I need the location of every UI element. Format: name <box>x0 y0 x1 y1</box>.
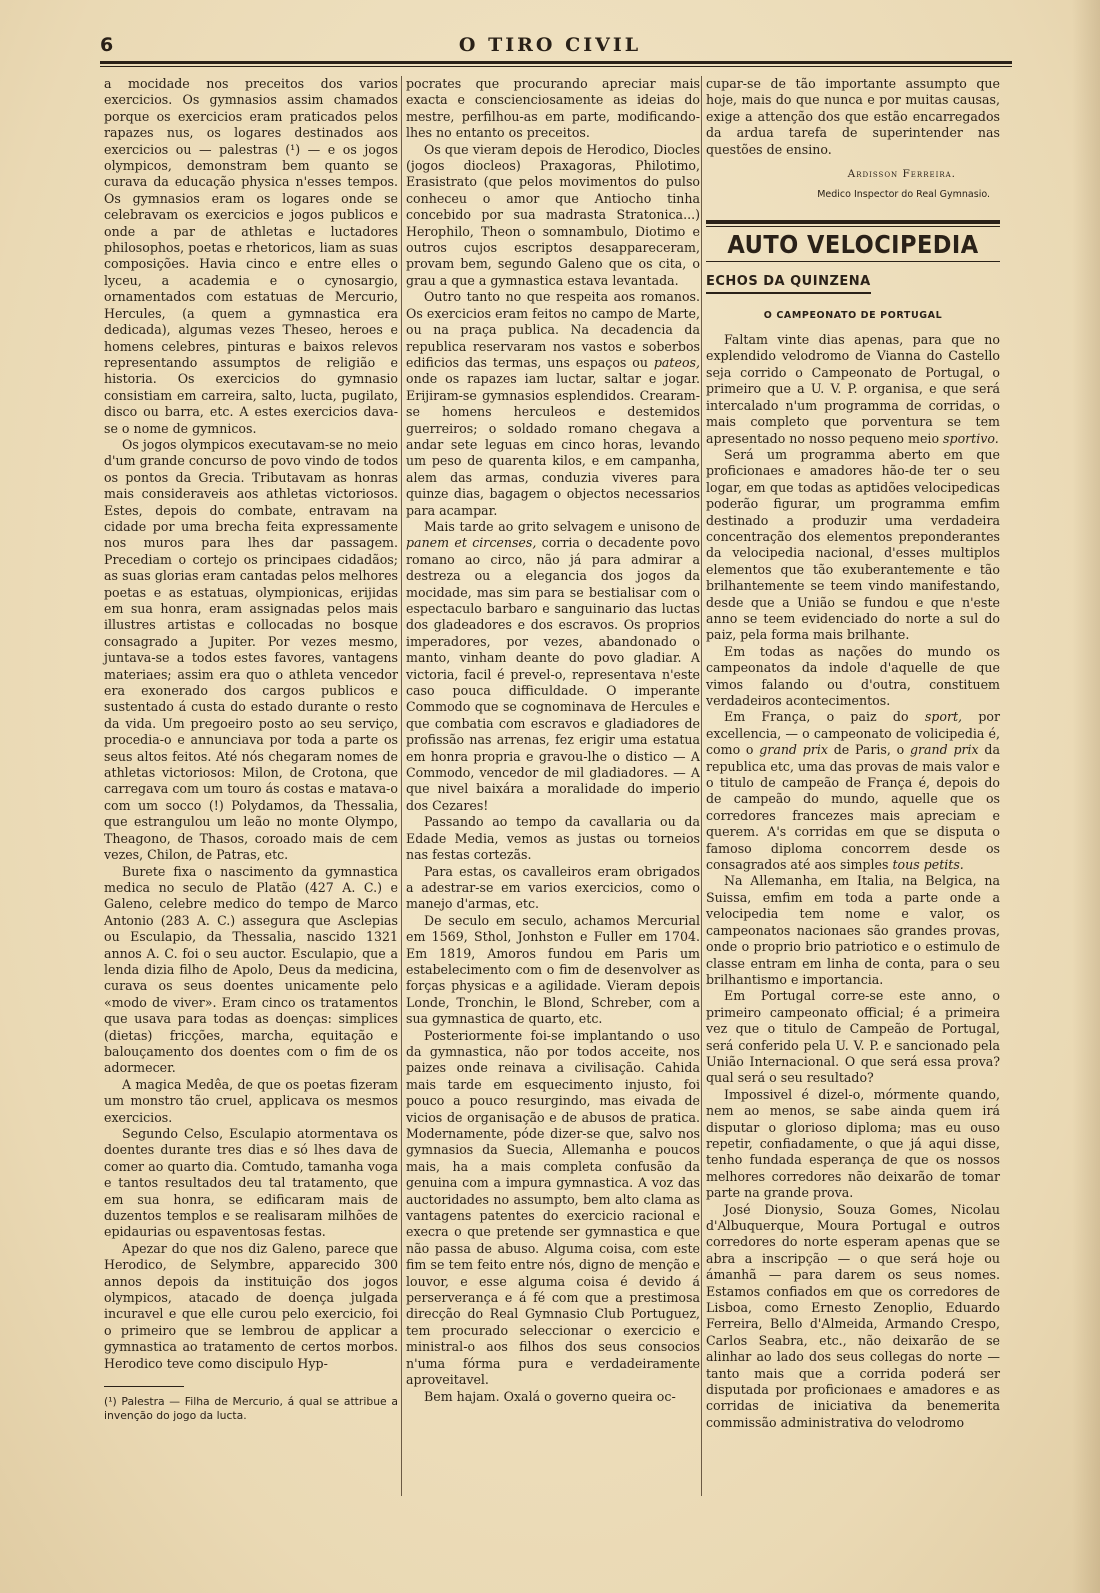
page-edge-shadow <box>1072 0 1100 1593</box>
paragraph: Para estas, os cavalleiros eram obrigados a adestrar-se em varios exercicios, como o manejo d'armas, etc. <box>406 863 700 912</box>
section-title: AUTO VELOCIPEDIA <box>727 229 979 259</box>
paragraph: Os que vieram depois de Herodico, Diocles (jogos diocleos) Praxagoras, Philotimo, Erasistrato (que pelos movimentos do pulso conheceu o amor que Antiocho tinha concebido por sua madrasta Stratonica...) Herophilo, Theon o somnambulo, Diotimo e outros cujos escriptos desappareceram, provam bem, segundo Galeno que os cita, o grau a que a gymnastica estava levantada. <box>406 141 700 288</box>
text-run: Outro tanto no que respeita aos romanos. Os exercicios eram feitos no campo de Marte, ou na praça publica. Na decadencia da republica reservaram nos vastos e soberbos edificios das termas, uns espaços ou <box>406 289 700 370</box>
column-1 <box>104 76 398 1423</box>
footnote: (¹) Palestra — Filha de Mercurio, á qual se attribue a invenção do jogo da lucta. <box>104 1395 398 1423</box>
text-run: corria o decadente povo romano ao circo, não já para admirar a destreza ou a elegancia dos jogos da mocidade, mas sim para se bestialisar com o espectaculo barbaro e sanguinario das luctas dos gladeadores e dos escravos. Os proprios imperadores, por vezes, abandonado o manto, vinham deante do povo gladiar. A victoria, facil é prevel-o, representava n'este caso pouca difficuldade. O imperante Commodo que se cognominava de Hercules e que combatia com escravos e gladiadores de profissão nas arrenas, fez erigir uma estatua em honra propria e gravou-lhe o distico — A Commodo, vencedor de mil gladiadores. — A que nivel baixára a moralidade do imperio dos Cezares! <box>406 535 700 813</box>
paragraph: cupar-se de tão importante assumpto que hoje, mais do que nunca e por muitas causas, exige a attenção dos que estão encarregados da ardua tarefa de superintender nas questões de ensino. <box>706 76 1000 157</box>
paragraph: Segundo Celso, Esculapio atormentava os doentes durante tres dias e só lhes dava de comer ao quarto dia. Comtudo, tamanha voga e tantos resultados deu tal tratamento, que em sua honra, se edificaram mais de duzentos templos e se realisaram milhões de epidaurias ou espaventosas festas. <box>104 1126 398 1240</box>
paragraph <box>706 709 1000 873</box>
paragraph <box>706 332 1000 447</box>
paragraph: Em Portugal corre-se este anno, o primeiro campeonato official; é a primeira vez que o titulo de Campeão de Portugal, será conferido pela U. V. P. e sancionado pela União Internacional. O que será essa prova? qual será o seu resultado? <box>706 988 1000 1086</box>
text-run: por excellencia, — o campeonato de volicipedia é, como o <box>706 709 1000 758</box>
page-header <box>100 26 1000 66</box>
paragraph: A magica Medêa, de que os poetas fizeram um monstro tão cruel, applicava os mesmos exercicios. <box>104 1076 398 1125</box>
footnote-rule <box>104 1386 184 1387</box>
italic-text: grand prix <box>759 742 828 758</box>
text-run: da republica etc, uma das provas de mais valor e o titulo de campeão de França é, depois do de campeão do mundo, aquelle que os corredores francezes mais apreciam e querem. A's corridas em que se disputa o famoso diploma concorrem desde os consagrados até aos simples <box>706 742 1000 873</box>
paragraph: Bem hajam. Oxalá o governo queira oc- <box>424 1388 676 1404</box>
paragraph <box>406 519 700 814</box>
paragraph: pocrates que procurando apreciar mais exacta e conscienciosamente as ideias do mestre, perfilhou-as em parte, modificando-lhes no entanto os preceitos. <box>406 76 700 141</box>
italic-text: panem et circenses, <box>406 535 537 551</box>
masthead-title: O TIRO CIVIL <box>458 34 642 56</box>
italic-text: sportivo. <box>943 430 999 446</box>
paragraph: De seculo em seculo, achamos Mercurial em 1569, Sthol, Jonhston e Fuller em 1704. Em 1819, Amoros fundou em Paris um estabelecimento com o fim de desenvolver as forças physicas e a agilidade. Vieram depois Londe, Tronchin, le Blond, Schreber, com a sua gymnastica de quarto, etc. <box>406 912 700 1027</box>
header-rule-thick <box>100 61 1012 64</box>
subsection-title: ECHOS DA QUINZENA <box>706 274 871 293</box>
header-rule-thin <box>100 66 1012 67</box>
signature-name: Ardisson Ferreira. <box>847 168 956 181</box>
paragraph: Na Allemanha, em Italia, na Belgica, na Suissa, emfim em toda a parte onde a velocipedia tem nome e valor, os campeonatos nacionaes são grandes provas, onde o proprio brio patriotico e o estimulo de classe entram em linha de conta, para o seu brilhantismo e importancia. <box>706 873 1000 987</box>
italic-text: grand prix <box>909 742 979 758</box>
text-run: Mais tarde ao grito selvagem e unisono de <box>424 518 700 534</box>
text-run: de Paris, o <box>833 742 905 758</box>
italic-text: pateos, <box>653 354 700 370</box>
paragraph: Será um programma aberto em que proficionaes e amadores hão-de ter o seu logar, em que todas as aptidões velocipedicas poderão figurar, um programma emfim destinado a produzir uma verdadeira concentração dos elementos preponderantes da velocipedia nacional, d'esses multiplos elementos que tão exuberantemente e tão brilhantemente se teem vindo manifestando, desde que a União se fundou e que n'este anno se teem evidenciado do norte a sul do paiz, pela forma mais brilhante. <box>706 446 1000 643</box>
text-run: Faltam vinte dias apenas, para que no explendido velodromo de Vianna do Castello seja corrido o Campeonato de Portugal, o primeiro que a U. V. P. organisa, e que será intercalado n'um programma de corridas, o mais completo que porventura se tem apresentado no nosso pequeno meio <box>706 332 1000 446</box>
paragraph: Posteriormente foi-se implantando o uso da gymnastica, não por todos acceite, nos paizes onde reinava a civilisação. Cahida mais tarde em esquecimento injusto, foi pouco a pouco resurgindo, mas eivada de vicios de organisação e de abusos de pratica. Modernamente, póde dizer-se que, salvo nos gymnasios da Suecia, Allemanha e poucos mais, ha a mais completa confusão da genuina com a impura gymnastica. A voz das auctoridades no assumpto, bem alto clama as vantagens patentes do exercicio racional e execra o que pretende ser gymnastica e que não passa de abuso. Alguma coisa, com este fim se tem feito entre nós, digno de menção e louvor, e esse alguma coisa é devido á perserverança e á fé com que a prestimosa direcção do Real Gymnasio Club Portuguez, tem procurado seleccionar o exercicio e ministral-o aos filhos dos seus consocios n'uma fórma pura e verdadeiramente aproveitavel. <box>406 1027 700 1388</box>
section-rule-under-title <box>706 261 1000 262</box>
section-rule-thin <box>706 226 1000 227</box>
italic-text: sport, <box>924 709 963 725</box>
paragraph: Os jogos olympicos executavam-se no meio d'um grande concurso de povo vindo de todos os pontos da Grecia. Tributavam as honras mais consideraveis aos athletas victoriosos. Estes, depois do combate, entravam na cidade por uma brecha feita expressamente nos muros para lhes dar passagem. Precediam o cortejo os principaes cidadãos; as suas glorias eram cantadas pelos melhores poetas e as estatuas, olympionicas, erijidas em sua honra, eram assignadas pelos mais illustres artistas e collocadas no bosque consagrado a Jupiter. Por vezes mesmo, juntava-se a todos estes favores, vantagens materiaes; assim era quo o athleta vencedor era exonerado dos cargos publicos e sustentado á custa do estado durante o resto da vida. Um pregoeiro posto ao seu serviço, procedia-o e annunciava por toda a parte os seus altos feitos. Até nós chegaram nomes de athletas victoriosos: Milon, de Crotona, que carregava com um touro ás costas e matava-o com um socco (!) Polydamos, da Thessalia, que estrangulou um leão no monte Olympo, Theagono, de Thasos, coroado mais de cem vezes, Chilon, de Patras, etc. <box>104 436 398 863</box>
text-run: Em França, o paiz do <box>724 709 909 725</box>
paragraph: Apezar do que nos diz Galeno, parece que Herodico, de Selymbre, apparecido 300 annos depois da instituição dos jogos olympicos, atacado de doença julgada incuravel e que elle curou pelo exercicio, foi o primeiro que se lembrou de applicar a gymnastica ao tratamento de certos morbos. Herodico teve como discipulo Hyp- <box>104 1240 398 1371</box>
page-number: 6 <box>100 34 114 56</box>
paragraph: José Dionysio, Souza Gomes, Nicolau d'Albuquerque, Moura Portugal e outros corredores do norte esperam apenas que se abra a inscripção — o que será hoje ou ámanhã — para darem os seus nomes. Estamos confiados em que os corredores de Lisboa, como Ernesto Zenoplio, Eduardo Ferreira, Bello d'Almeida, Armando Crespo, Carlos Seabra, etc., não deixarão de se alinhar ao lado dos seus collegas do norte — tanto mais que a corrida poderá ser disputada por proficionaes e amadores e as corridas de iniciativa da benemerita commissão administrativa do velodromo <box>706 1201 1000 1430</box>
paragraph <box>406 289 700 519</box>
column-2 <box>406 76 700 1405</box>
column-divider-2 <box>701 76 702 1496</box>
paragraph: Em todas as nações do mundo os campeonatos da indole d'aquelle de que vimos falando ou d'outra, constituem verdadeiros acontecimentos. <box>706 643 1000 708</box>
section-rule-thick <box>706 220 1000 224</box>
paragraph: Burete fixa o nascimento da gymnastica medica no seculo de Platão (427 A. C.) e Galeno, celebre medico do tempo de Marco Antonio (283 A. C.) assegura que Asclepias ou Esculapio, da Thessalia, nascido 1321 annos A. C. foi o seu auctor. Esculapio, que a lenda dizia filho de Apolo, Deus da medicina, curava os seus doentes unicamente pelo «modo de viver». Eram cinco os tratamentos que usava para todas as doenças: simplices (dietas) fricções, marcha, equitação e balouçamento dos doentes com o fim de os adormecer. <box>104 863 398 1076</box>
italic-text: tous petits. <box>892 857 964 873</box>
article-subhead: O CAMPEONATO DE PORTUGAL <box>763 309 943 321</box>
column-divider-1 <box>401 76 402 1496</box>
paragraph: Impossivel é dizel-o, mórmente quando, nem ao menos, se sabe ainda quem irá disputar o glorioso diploma; mas eu ouso repetir, confiadamente, o que já aqui disse, tenho fundada esperança de que os nossos melhores corredores não deixarão de tomar parte na grande prova. <box>706 1086 1000 1201</box>
paragraph: a mocidade nos preceitos dos varios exercicios. Os gymnasios assim chamados porque os exercicios eram praticados pelos rapazes nus, os logares destinados aos exercicios ou — palestras (¹) — e os jogos olympicos, demonstram bem quanto se curava da educação physica n'esses tempos. Os gymnasios eram os logares onde se celebravam os exercicios e jogos publicos e onde a par de athletas e luctadores philosophos, poetas e rhetoricos, liam as suas composições. Havia cinco e entre elles o lyceu, a academia e o cynosargio, ornamentados com estatuas de Mercurio, Hercules, (a quem a gymnastica era dedicada), algumas vezes Theseo, heroes e homens celebres, pinturas e baixos relevos representando assumptos de religião e historia. Os exercicios do gymnasio consistiam em carreira, salto, lucta, pugilato, disco ou barra, etc. A estes exercicios dava-se o nome de gymnicos. <box>104 76 398 436</box>
text-run: onde os rapazes iam luctar, saltar e jogar. Erijiram-se gymnasios esplendidos. Crearam-se homens herculeos e destemidos guerreiros; o soldado romano chegava a andar sete leguas em cinco horas, levando um peso de quarenta kilos, e em campanha, alem das armas, conduzia viveres para quinze dias, bagagem o objectos necessarios para acampar. <box>406 371 700 518</box>
paragraph: Passando ao tempo da cavallaria ou da Edade Media, vemos as justas ou torneios nas festas cortezãs. <box>406 814 700 863</box>
column-3 <box>706 76 1000 1431</box>
signature-block <box>706 166 1000 204</box>
signature-title: Medico Inspector do Real Gymnasio. <box>817 189 990 201</box>
